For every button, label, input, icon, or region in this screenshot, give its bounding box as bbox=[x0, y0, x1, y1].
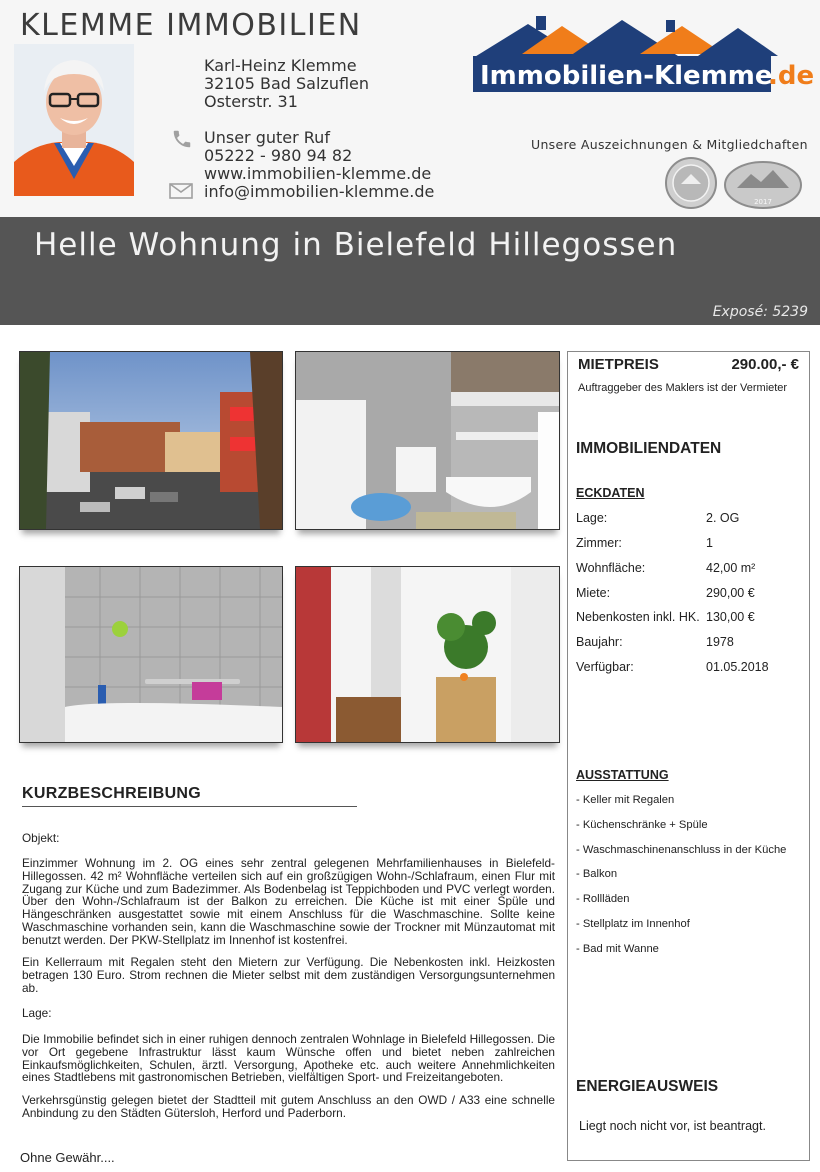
features-heading: AUSSTATTUNG bbox=[576, 768, 669, 782]
logo-text: Immobilien-Klemme bbox=[480, 61, 773, 91]
info-sidebar bbox=[567, 351, 810, 1161]
agent-name: Karl-Heinz Klemme bbox=[204, 56, 357, 75]
photo-exterior[interactable] bbox=[19, 351, 283, 530]
keydata-value: 1978 bbox=[706, 635, 734, 649]
keydata-key: Nebenkosten inkl. HK. bbox=[576, 610, 700, 624]
website-link[interactable]: www.immobilien-klemme.de bbox=[204, 164, 432, 183]
keydata-value: 42,00 m² bbox=[706, 561, 756, 575]
keydata-key: Lage: bbox=[576, 511, 608, 525]
price-value: 290.00,- € bbox=[731, 356, 799, 373]
agent-city: 32105 Bad Salzuflen bbox=[204, 74, 370, 93]
keydata-heading: ECKDATEN bbox=[576, 486, 645, 500]
photo-bathtub[interactable] bbox=[19, 566, 283, 743]
energy-text: Liegt noch nicht vor, ist beantragt. bbox=[579, 1119, 766, 1133]
feature-item: - Balkon bbox=[576, 868, 618, 880]
feature-item: - Waschmaschinenanschluss in der Küche bbox=[576, 844, 787, 856]
agent-portrait bbox=[14, 44, 134, 196]
description-paragraph-3: Die Immobilie befindet sich in einer ruhigen dennoch zentralen Wohnlage in Bielefeld Hillegossen. Die vor Ort gegebene Infrastruktur lässt kaum Wünsche offen und bietet neben zahlreichen Einkaufsmöglichkeiten, Schulen, ärztl. Versorgung, Apotheke etc. auch weitere Annehmlichkeiten eines Stadtlebens mit gastronomischen Betrieben, vielfältigen Sport- und Freizeitangeboten. bbox=[22, 1032, 555, 1085]
phone-icon bbox=[171, 128, 193, 155]
award-badge-seal bbox=[664, 156, 718, 215]
phone-number[interactable]: 05222 - 980 94 82 bbox=[204, 146, 353, 165]
photo-bathroom-sink[interactable] bbox=[295, 351, 560, 530]
property-data-heading: IMMOBILIENDATEN bbox=[576, 440, 722, 457]
agent-street: Osterstr. 31 bbox=[204, 92, 298, 111]
price-note: Auftraggeber des Maklers ist der Vermieter bbox=[578, 382, 788, 394]
keydata-key: Verfügbar: bbox=[576, 660, 634, 674]
award-badge-2017 bbox=[723, 160, 803, 215]
location-label: Lage: bbox=[22, 1006, 52, 1020]
keydata-key: Baujahr: bbox=[576, 635, 623, 649]
keydata-key: Miete: bbox=[576, 586, 611, 600]
price-label: MIETPREIS bbox=[578, 356, 659, 373]
description-paragraph-1: Einzimmer Wohnung im 2. OG eines sehr zentral gelegenen Mehrfamilienhauses in Bielefeld-Hillegossen. 42 m² Wohnfläche verteilen sich auf ein großzügigen Wohn-/Schlafraum, einen Flur mit Zugang zur Küche und zum Badezimmer. Als Bodenbelag ist Teppichboden und PVC verlegt worden. Über den Wohn-/Schlafraum ist der Balkon zu erreichen. Die Küche ist mit einer Spüle und Hängeschränken ausgestattet sowie mit einem Anschluss für die Waschmaschine. Sollte keine Waschmaschine vorhanden sein, kann die Waschmaschine sowie der Trockner mit Münzautomat mit benutzt werden. Der PKW-Stellplatz im Innenhof ist kostenfrei. bbox=[22, 856, 555, 947]
description-paragraph-4: Verkehrsgünstig gelegen bietet der Stadtteil mit gutem Anschluss an den OWD / A33 eine schnelle Anbindung zu den Städten Gütersloh, Herford und Paderborn. bbox=[22, 1093, 555, 1120]
expose-number: Exposé: 5239 bbox=[712, 304, 808, 320]
description-heading: KURZBESCHREIBUNG bbox=[22, 785, 202, 802]
description-underline bbox=[22, 806, 357, 807]
keydata-value: 130,00 € bbox=[706, 610, 755, 624]
brand-name: KLEMME IMMOBILIEN bbox=[20, 8, 362, 43]
feature-item: - Keller mit Regalen bbox=[576, 794, 675, 806]
feature-item: - Küchenschränke + Spüle bbox=[576, 819, 708, 831]
award-year: 2017 bbox=[754, 198, 772, 206]
listing-title: Helle Wohnung in Bielefeld Hillegossen bbox=[34, 227, 678, 263]
feature-item: - Rollläden bbox=[576, 893, 630, 905]
reputation-text: Unser guter Ruf bbox=[204, 128, 330, 147]
logo-suffix: .de bbox=[768, 61, 815, 91]
description-paragraph-2: Ein Kellerraum mit Regalen steht den Mietern zur Verfügung. Die Nebenkosten inkl. Heizkosten betragen 130 Euro. Strom rechnen die Mieter selbst mit dem zuständigen Versorgungsunternehmen ab. bbox=[22, 955, 555, 995]
company-logo[interactable] bbox=[470, 14, 815, 100]
keydata-key: Wohnfläche: bbox=[576, 561, 646, 575]
email-link[interactable]: info@immobilien-klemme.de bbox=[204, 182, 435, 201]
disclaimer: Ohne Gewähr.... bbox=[20, 1150, 115, 1165]
keydata-value: 1 bbox=[706, 536, 713, 550]
keydata-key: Zimmer: bbox=[576, 536, 622, 550]
feature-item: - Bad mit Wanne bbox=[576, 943, 659, 955]
keydata-value: 2. OG bbox=[706, 511, 740, 525]
envelope-icon bbox=[169, 183, 193, 204]
photo-hallway[interactable] bbox=[295, 566, 560, 743]
energy-heading: ENERGIEAUSWEIS bbox=[576, 1078, 719, 1095]
feature-item: - Stellplatz im Innenhof bbox=[576, 918, 690, 930]
object-label: Objekt: bbox=[22, 831, 60, 845]
keydata-value: 290,00 € bbox=[706, 586, 755, 600]
keydata-value: 01.05.2018 bbox=[706, 660, 769, 674]
awards-label: Unsere Auszeichnungen & Mitgliedchaften bbox=[531, 137, 808, 152]
